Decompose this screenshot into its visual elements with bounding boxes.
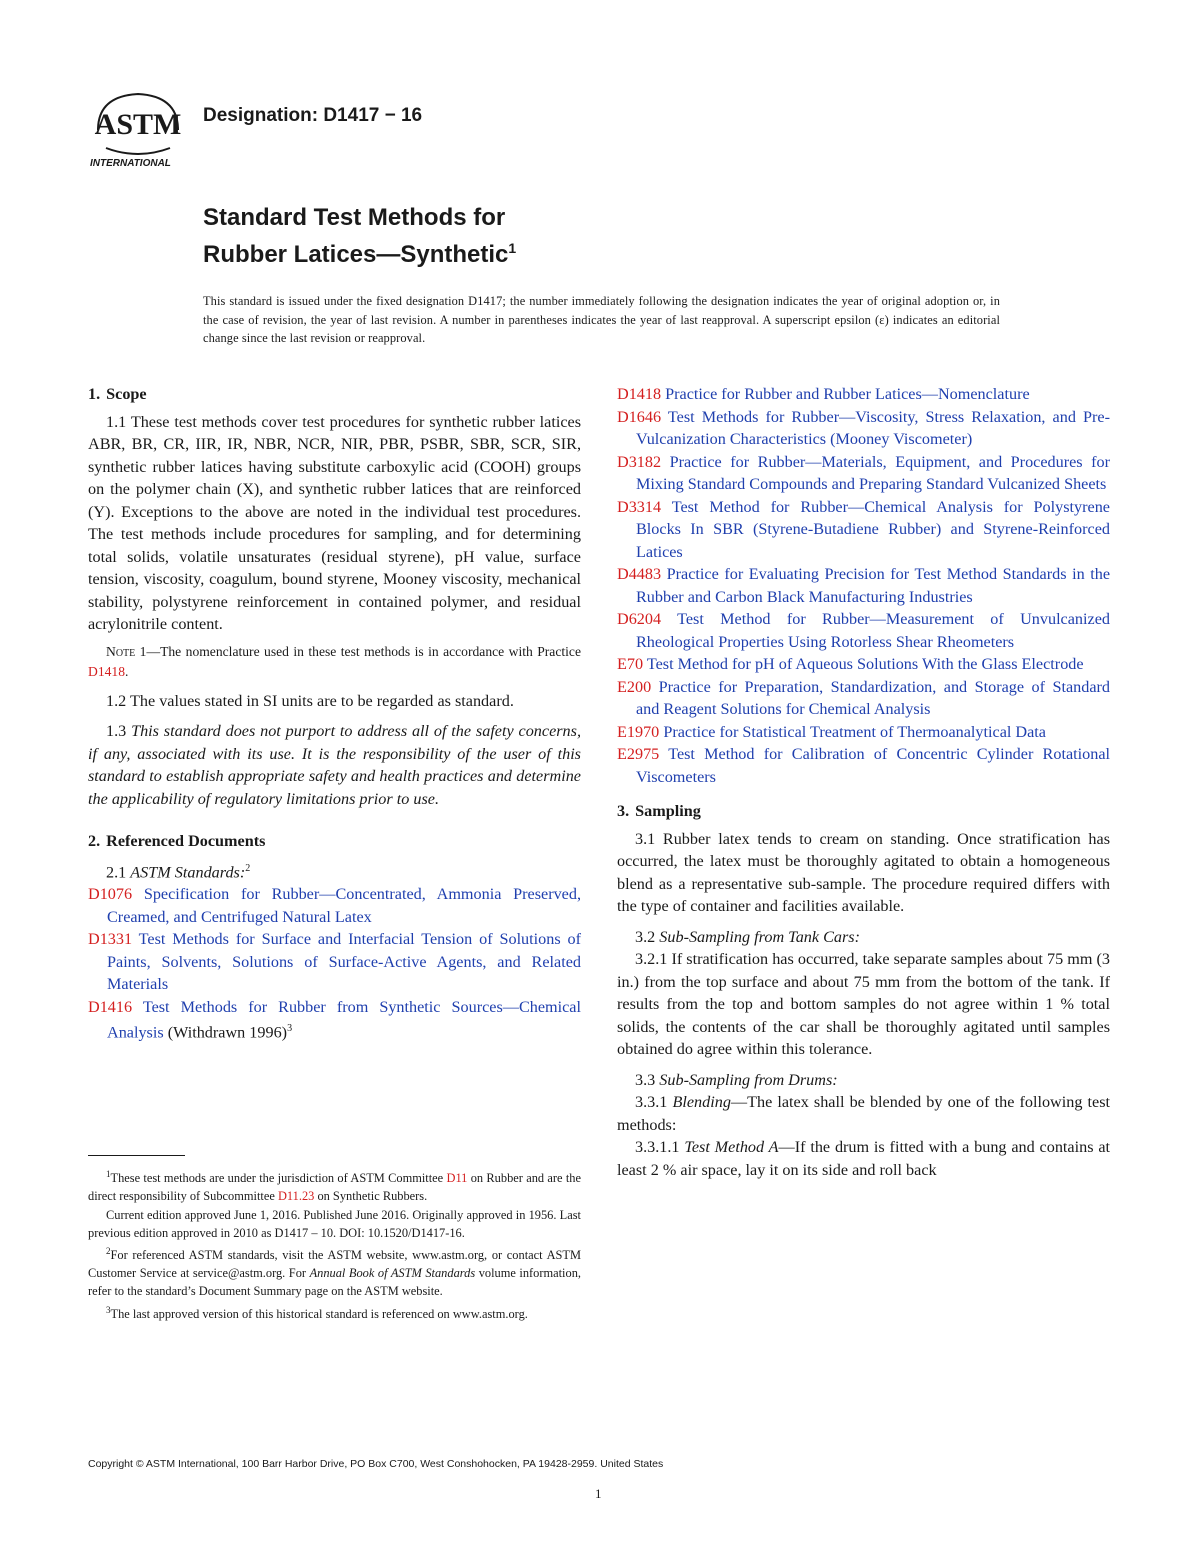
footnote-text: on Rubber and are the direct responsibility of Subcommittee <box>88 1171 581 1204</box>
ref-code[interactable]: D3182 <box>617 452 662 471</box>
scope-p3-num: 1.3 <box>106 722 132 740</box>
para-num: 3.2 <box>635 927 660 946</box>
ref-title[interactable]: Practice for Evaluating Precision for Test Method Standards in the Rubber and Carbon Black Manufacturing Industries <box>636 565 1111 606</box>
footnote-1 <box>88 1165 581 1206</box>
page-number: 1 <box>595 1486 602 1501</box>
ref-title[interactable]: Test Method for pH of Aqueous Solutions With the Glass Electrode <box>646 655 1084 673</box>
ref-item[interactable] <box>617 743 1110 788</box>
ref-code[interactable]: E2975 <box>617 745 660 763</box>
ref-title[interactable]: Test Method for Rubber—Chemical Analysis for Polystyrene Blocks In SBR (Styrene-Butadiene Rubber) and Styrene-Reinforced Latices <box>636 497 1110 561</box>
ref-item[interactable] <box>617 496 1110 564</box>
footnote-link-d11-23[interactable]: D11.23 <box>277 1189 315 1204</box>
sampling-p6 <box>617 1136 1110 1181</box>
section-title: Sampling <box>635 802 701 820</box>
para-num: 3.3 <box>635 1070 660 1089</box>
ref-code[interactable]: E1970 <box>617 722 660 741</box>
ref-item[interactable] <box>617 676 1110 721</box>
ref-code[interactable]: D1418 <box>617 385 662 403</box>
ref-code[interactable]: D3314 <box>617 497 662 516</box>
ref-code[interactable]: D1076 <box>88 885 133 904</box>
para-text: —The latex shall be blended by one of the following test methods: <box>617 1093 1110 1134</box>
footnote-text: The last approved version of this historical standard is referenced on www.astm.org. <box>110 1306 528 1321</box>
para-italic: Sub-Sampling from Drums: <box>659 1070 838 1089</box>
ref-item[interactable] <box>617 721 1110 744</box>
ref-sup: 3 <box>287 1023 293 1035</box>
designation: Designation: D1417 − 16 <box>203 105 423 126</box>
sampling-p3: 3.2.1 If stratification has occurred, take separate samples about 75 mm (3 in.) from the top surface and about 75 mm from the bottom of the tank. If results from the top and bottom samples do not agree within 1 % total solids, the contents of the car shall be thoroughly agitated until samples obtained do agree within this tolerance. <box>617 950 1110 1058</box>
document-title <box>203 203 516 270</box>
footnote-text: These test methods are under the jurisdiction of ASTM Committee <box>110 1171 447 1186</box>
left-column <box>88 383 581 1044</box>
ref-title[interactable]: Test Method for Calibration of Concentric Cylinder Rotational Viscometers <box>636 745 1110 786</box>
ref-title[interactable]: Practice for Preparation, Standardization, and Storage of Standard and Reagent Solutions for Chemical Analysis <box>636 677 1111 718</box>
footnote-sup: 3 <box>106 1304 111 1315</box>
sampling-p1: 3.1 Rubber latex tends to cream on standing. Once stratification has occurred, the latex must be thoroughly agitated to obtain a homogeneous blend as a representative sub-sample. The procedure required differs with the type of container and facilities available. <box>617 829 1110 915</box>
sub-num: 2.1 <box>106 862 131 881</box>
ref-item[interactable] <box>88 883 581 928</box>
title-line-2-text: Rubber Latices—Synthetic <box>203 241 509 268</box>
ref-item[interactable] <box>617 406 1110 451</box>
logo-text: ASTM <box>94 108 182 141</box>
ref-title[interactable]: Test Method for Rubber—Measurement of Unvulcanized Rheological Properties Using Rotorless Shear Rheometers <box>636 610 1110 651</box>
ref-code[interactable]: D4483 <box>617 565 662 583</box>
note-link-d1418[interactable]: D1418 <box>88 663 126 679</box>
ref-item[interactable] <box>88 928 581 996</box>
note-text: —The nomenclature used in these test methods is in accordance with Practice <box>146 643 581 659</box>
sampling-p2 <box>617 926 1110 949</box>
ref-title[interactable]: Test Methods for Surface and Interfacial Tension of Solutions of Paints, Solvents, Solutions of Surface-Active Agents, and Related Materials <box>107 930 581 994</box>
ref-title[interactable]: Test Methods for Rubber—Viscosity, Stress Relaxation, and Pre-Vulcanization Characteristics (Mooney Viscometer) <box>636 407 1110 448</box>
title-sup: 1 <box>508 240 517 256</box>
note-end: . <box>125 663 129 679</box>
section-sampling-heading <box>617 800 1110 823</box>
ref-item[interactable] <box>617 383 1110 406</box>
intro-paragraph: This standard is issued under the fixed designation D1417; the number immediately following the designation indicates the year of original adoption or, in the case of revision, the year of last revision. A number in parentheses indicates the year of last reapproval. A superscript epsilon (ε) indicates an editorial change since the last revision or reapproval. <box>203 294 1000 345</box>
footnote-sup: 2 <box>106 1245 111 1256</box>
ref-title[interactable]: Practice for Statistical Treatment of Thermoanalytical Data <box>663 722 1046 741</box>
ref-item[interactable] <box>617 653 1110 676</box>
ref-code[interactable]: D1416 <box>88 997 133 1016</box>
footnote-text: volume information, refer to the standard’s Document Summary page on the ASTM website. <box>88 1266 581 1299</box>
sub-label: ASTM Standards: <box>130 862 246 881</box>
sampling-p4 <box>617 1069 1110 1092</box>
copyright: Copyright © ASTM International, 100 Barr Harbor Drive, PO Box C700, West Conshohocken, PA 19428-2959. United States <box>88 1458 664 1470</box>
ref-title[interactable]: Test Methods for Rubber from Synthetic Sources—Chemical Analysis <box>107 997 581 1042</box>
footnote-italic: Annual Book of ASTM Standards <box>309 1266 476 1281</box>
ref-item[interactable] <box>617 451 1110 496</box>
ref-extra: (Withdrawn 1996) <box>163 1023 288 1042</box>
ref-title[interactable]: Practice for Rubber and Rubber Latices—Nomenclature <box>665 385 1030 403</box>
para-num: 3.3.1.1 <box>635 1138 685 1156</box>
title-line-1: Standard Test Methods for <box>203 204 506 231</box>
section-title: Referenced Documents <box>106 832 266 850</box>
ref-title[interactable]: Practice for Rubber—Materials, Equipment, and Procedures for Mixing Standard Compounds and Preparing Standard Vulcanized Sheets <box>636 452 1110 493</box>
note-1 <box>88 642 581 682</box>
ref-code[interactable]: D1331 <box>88 930 133 949</box>
astm-standards-label <box>88 858 581 884</box>
logo-sub: INTERNATIONAL <box>90 158 171 168</box>
sub-sup: 2 <box>245 862 251 874</box>
para-text: —If the drum is fitted with a bung and contains at least 2 % air space, lay it on its side and roll back <box>617 1138 1111 1179</box>
ref-code[interactable]: E70 <box>617 655 644 673</box>
scope-p3 <box>88 720 581 810</box>
para-italic: Sub-Sampling from Tank Cars: <box>659 927 860 946</box>
footnote-1-edition: Current edition approved June 1, 2016. Published June 2016. Originally approved in 1956. Last previous edition approved in 2010 as D1417 – 10. DOI: 10.1520/D1417-16. <box>88 1207 581 1240</box>
scope-p3-text: This standard does not purport to address all of the safety concerns, if any, associated with its use. It is the responsibility of the user of this standard to establish appropriate safety and health practices and determine the applicability of regulatory limitations prior to use. <box>88 722 581 808</box>
section-title: Scope <box>106 385 147 403</box>
ref-code[interactable]: D1646 <box>617 407 662 426</box>
footnote-link-d11[interactable]: D11 <box>446 1171 468 1186</box>
para-num: 3.3.1 <box>635 1093 673 1111</box>
para-italic: Blending <box>672 1093 731 1111</box>
section-number: 2. <box>88 832 101 850</box>
title-line-2 <box>203 233 516 270</box>
ref-item[interactable] <box>617 563 1110 608</box>
section-number: 3. <box>617 802 630 820</box>
section-number: 1. <box>88 385 101 403</box>
footnote-text: For referenced ASTM standards, visit the ASTM website, www.astm.org, or contact ASTM Customer Service at service@astm.org. For <box>88 1248 581 1281</box>
ref-item[interactable] <box>88 996 581 1044</box>
footnote-sup: 1 <box>106 1169 111 1179</box>
sampling-p5 <box>617 1091 1110 1136</box>
scope-p1: 1.1 These test methods cover test procedures for synthetic rubber latices ABR, BR, CR, IIR, IR, NBR, NCR, NIR, PBR, PSBR, SBR, SCR, SIR, synthetic rubber latices having substitute carboxylic acid (COOH) groups on the polymer chain (X), and synthetic rubber latices that are reinforced (Y). Exceptions to the above are noted in the individual test procedures. The test methods include procedures for sampling, and for determining total solids, volatile unsaturates (residual styrene), pH value, surface tension, viscosity, coagulum, bound styrene, Mooney viscosity, mechanical stability, polystyrene reinforcement in contained polymer, and residual acrylonitrile content. <box>88 412 581 633</box>
note-label: Note 1 <box>106 643 147 659</box>
ref-title[interactable]: Specification for Rubber—Concentrated, Ammonia Preserved, Creamed, and Centrifuged Natural Latex <box>107 885 581 926</box>
section-scope-heading <box>88 383 581 406</box>
ref-item[interactable] <box>617 608 1110 653</box>
footnotes <box>88 1165 581 1323</box>
footnote-2 <box>88 1242 581 1301</box>
right-refs-list <box>617 383 1110 788</box>
ref-code[interactable]: D6204 <box>617 610 662 628</box>
footnote-divider <box>88 1155 185 1156</box>
astm-logo <box>88 88 188 168</box>
section-referenced-heading <box>88 830 581 853</box>
footnote-text: on Synthetic Rubbers. <box>314 1189 428 1204</box>
right-column <box>617 383 1110 1181</box>
scope-p2: 1.2 The values stated in SI units are to be regarded as standard. <box>106 691 514 710</box>
footnote-3 <box>88 1301 581 1323</box>
ref-code[interactable]: E200 <box>617 677 652 696</box>
para-italic: Test Method A <box>684 1138 779 1156</box>
